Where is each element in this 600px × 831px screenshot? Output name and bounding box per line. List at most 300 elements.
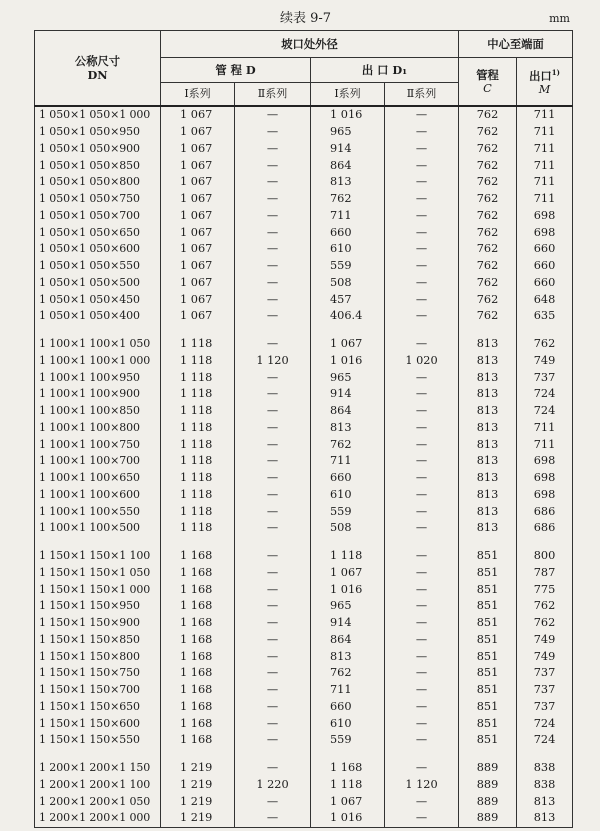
outlet-d1-series-2-cell: 1 120 — [385, 777, 459, 794]
center-to-end-outlet-m-cell: 724 — [517, 732, 573, 749]
table-row — [35, 699, 573, 716]
outlet-d1-series-2-cell: — — [385, 503, 459, 520]
pipe-d-series-2-cell: — — [235, 565, 311, 582]
outlet-d1-series-2-cell: — — [385, 760, 459, 777]
center-to-end-pipe-c-cell: 762 — [459, 224, 517, 241]
size-cell: 1 150×1 150×550 — [35, 732, 161, 749]
center-to-end-outlet-m-cell: 711 — [517, 174, 573, 191]
size-cell: 1 050×1 050×850 — [35, 157, 161, 174]
center-to-end-pipe-c-cell: 762 — [459, 241, 517, 258]
outlet-d1-series-1-cell: 660 — [311, 470, 385, 487]
center-to-end-pipe-c-cell: 851 — [459, 732, 517, 749]
size-cell: 1 050×1 050×900 — [35, 141, 161, 158]
center-to-end-outlet-m-cell: 762 — [517, 615, 573, 632]
outlet-d1-series-2-cell: — — [385, 174, 459, 191]
center-to-end-pipe-c-cell: 889 — [459, 777, 517, 794]
center-to-end-pipe-c-cell: 813 — [459, 369, 517, 386]
outlet-d1-series-2-cell: — — [385, 106, 459, 124]
outlet-d1-series-1-cell: 914 — [311, 386, 385, 403]
outlet-d1-series-2-cell: — — [385, 369, 459, 386]
group-spacer — [35, 537, 573, 548]
pipe-d-series-2-cell: — — [235, 403, 311, 420]
outlet-d1-series-2-cell: — — [385, 732, 459, 749]
center-to-end-pipe-c-cell: 762 — [459, 157, 517, 174]
header-m-label: M — [538, 82, 551, 96]
center-to-end-outlet-m-cell: 749 — [517, 632, 573, 649]
pipe-d-series-1-cell: 1 118 — [161, 420, 235, 437]
size-cell: 1 200×1 200×1 100 — [35, 777, 161, 794]
pipe-d-series-1-cell: 1 168 — [161, 732, 235, 749]
outlet-d1-series-1-cell: 1 016 — [311, 353, 385, 370]
size-cell: 1 150×1 150×1 000 — [35, 581, 161, 598]
center-to-end-pipe-c-cell: 813 — [459, 436, 517, 453]
center-to-end-pipe-c-cell: 813 — [459, 503, 517, 520]
table-row — [35, 308, 573, 325]
outlet-d1-series-1-cell: 1 118 — [311, 548, 385, 565]
outlet-d1-series-2-cell: — — [385, 682, 459, 699]
spacer-cell — [385, 749, 459, 760]
pipe-d-series-1-cell: 1 067 — [161, 106, 235, 124]
pipe-d-series-2-cell: — — [235, 699, 311, 716]
pipe-d-series-2-cell: — — [235, 598, 311, 615]
pipe-d-series-2-cell: — — [235, 715, 311, 732]
pipe-d-series-1-cell: 1 118 — [161, 336, 235, 353]
table-row — [35, 124, 573, 141]
pipe-d-series-2-cell: — — [235, 106, 311, 124]
outlet-d1-series-2-cell: — — [385, 275, 459, 292]
pipe-d-series-2-cell: — — [235, 615, 311, 632]
center-to-end-outlet-m-cell: 711 — [517, 420, 573, 437]
outlet-d1-series-1-cell: 559 — [311, 503, 385, 520]
pipe-d-series-1-cell: 1 168 — [161, 682, 235, 699]
size-cell: 1 150×1 150×700 — [35, 682, 161, 699]
table-row — [35, 436, 573, 453]
spacer-cell — [161, 325, 235, 336]
outlet-d1-series-1-cell: 508 — [311, 520, 385, 537]
pipe-d-series-2-cell: — — [235, 124, 311, 141]
pipe-d-series-1-cell: 1 118 — [161, 503, 235, 520]
outlet-d1-series-2-cell: — — [385, 258, 459, 275]
outlet-d1-series-2-cell: 1 020 — [385, 353, 459, 370]
size-cell: 1 050×1 050×500 — [35, 275, 161, 292]
pipe-d-series-2-cell: — — [235, 386, 311, 403]
spacer-cell — [311, 749, 385, 760]
table-row — [35, 275, 573, 292]
table-row — [35, 291, 573, 308]
header-nominal-size — [35, 31, 161, 107]
spacer-cell — [235, 325, 311, 336]
center-to-end-pipe-c-cell: 889 — [459, 760, 517, 777]
outlet-d1-series-1-cell: 864 — [311, 632, 385, 649]
outlet-d1-series-1-cell: 1 016 — [311, 106, 385, 124]
center-to-end-outlet-m-cell: 724 — [517, 715, 573, 732]
pipe-d-series-2-cell: — — [235, 732, 311, 749]
outlet-d1-series-2-cell: — — [385, 715, 459, 732]
table-row — [35, 565, 573, 582]
size-cell: 1 100×1 100×950 — [35, 369, 161, 386]
pipe-d-series-2-cell: — — [235, 470, 311, 487]
outlet-d1-series-1-cell: 1 067 — [311, 565, 385, 582]
outlet-d1-series-1-cell: 965 — [311, 598, 385, 615]
size-cell: 1 050×1 050×600 — [35, 241, 161, 258]
pipe-d-series-1-cell: 1 118 — [161, 386, 235, 403]
pipe-d-series-2-cell: 1 220 — [235, 777, 311, 794]
size-cell: 1 150×1 150×650 — [35, 699, 161, 716]
pipe-d-series-2-cell: — — [235, 760, 311, 777]
center-to-end-pipe-c-cell: 762 — [459, 308, 517, 325]
outlet-d1-series-1-cell: 864 — [311, 403, 385, 420]
header-outlet-series-2: Ⅱ系列 — [385, 83, 459, 107]
size-cell: 1 050×1 050×650 — [35, 224, 161, 241]
header-nominal-size-label: 公称尺寸 — [74, 54, 121, 68]
outlet-d1-series-1-cell: 965 — [311, 124, 385, 141]
center-to-end-pipe-c-cell: 851 — [459, 565, 517, 582]
pipe-d-series-2-cell: — — [235, 581, 311, 598]
outlet-d1-series-1-cell: 762 — [311, 436, 385, 453]
size-cell: 1 200×1 200×1 000 — [35, 810, 161, 827]
pipe-d-series-2-cell: — — [235, 369, 311, 386]
table-row — [35, 760, 573, 777]
pipe-d-series-2-cell: — — [235, 308, 311, 325]
outlet-d1-series-1-cell: 914 — [311, 615, 385, 632]
spacer-cell — [35, 749, 161, 760]
outlet-d1-series-1-cell: 762 — [311, 191, 385, 208]
size-cell: 1 050×1 050×1 000 — [35, 106, 161, 124]
outlet-d1-series-2-cell: — — [385, 241, 459, 258]
outlet-d1-series-2-cell: — — [385, 598, 459, 615]
center-to-end-outlet-m-cell: 813 — [517, 793, 573, 810]
table-row — [35, 648, 573, 665]
spacer-cell — [235, 749, 311, 760]
unit-label: mm — [549, 12, 570, 25]
center-to-end-pipe-c-cell: 762 — [459, 291, 517, 308]
outlet-d1-series-1-cell: 660 — [311, 699, 385, 716]
outlet-d1-series-1-cell: 1 016 — [311, 810, 385, 827]
pipe-d-series-1-cell: 1 219 — [161, 777, 235, 794]
center-to-end-pipe-c-cell: 813 — [459, 353, 517, 370]
size-cell: 1 050×1 050×550 — [35, 258, 161, 275]
center-to-end-pipe-c-cell: 851 — [459, 648, 517, 665]
table-row — [35, 208, 573, 225]
table-caption — [0, 4, 600, 28]
table-row — [35, 157, 573, 174]
pipe-d-series-2-cell: 1 120 — [235, 353, 311, 370]
outlet-d1-series-1-cell: 406.4 — [311, 308, 385, 325]
size-cell: 1 150×1 150×600 — [35, 715, 161, 732]
outlet-d1-series-1-cell: 914 — [311, 141, 385, 158]
center-to-end-pipe-c-cell: 762 — [459, 124, 517, 141]
center-to-end-pipe-c-cell: 762 — [459, 275, 517, 292]
pipe-d-series-2-cell: — — [235, 224, 311, 241]
outlet-d1-series-2-cell: — — [385, 420, 459, 437]
pipe-d-series-2-cell: — — [235, 632, 311, 649]
pipe-d-series-1-cell: 1 067 — [161, 224, 235, 241]
header-dn-label: DN — [87, 68, 108, 82]
outlet-d1-series-2-cell: — — [385, 793, 459, 810]
center-to-end-pipe-c-cell: 851 — [459, 699, 517, 716]
outlet-d1-series-2-cell: — — [385, 403, 459, 420]
table-row — [35, 682, 573, 699]
size-cell: 1 050×1 050×700 — [35, 208, 161, 225]
table-row — [35, 369, 573, 386]
pipe-d-series-2-cell: — — [235, 258, 311, 275]
center-to-end-outlet-m-cell: 660 — [517, 275, 573, 292]
size-cell: 1 050×1 050×800 — [35, 174, 161, 191]
pipe-d-series-1-cell: 1 168 — [161, 581, 235, 598]
outlet-d1-series-2-cell: — — [385, 308, 459, 325]
size-cell: 1 150×1 150×900 — [35, 615, 161, 632]
table-row — [35, 470, 573, 487]
size-cell: 1 100×1 100×500 — [35, 520, 161, 537]
center-to-end-outlet-m-cell: 787 — [517, 565, 573, 582]
center-to-end-pipe-c-cell: 813 — [459, 403, 517, 420]
outlet-d1-series-2-cell: — — [385, 648, 459, 665]
header-outlet-text: 出口 — [529, 68, 552, 83]
pipe-d-series-1-cell: 1 067 — [161, 157, 235, 174]
outlet-d1-series-1-cell: 457 — [311, 291, 385, 308]
outlet-d1-series-1-cell: 610 — [311, 487, 385, 504]
outlet-d1-series-1-cell: 1 016 — [311, 581, 385, 598]
center-to-end-outlet-m-cell: 737 — [517, 699, 573, 716]
center-to-end-outlet-m-cell: 698 — [517, 487, 573, 504]
size-cell: 1 200×1 200×1 050 — [35, 793, 161, 810]
group-spacer — [35, 325, 573, 336]
center-to-end-pipe-c-cell: 813 — [459, 336, 517, 353]
pipe-d-series-1-cell: 1 067 — [161, 174, 235, 191]
outlet-d1-series-2-cell: — — [385, 632, 459, 649]
pipe-d-series-1-cell: 1 168 — [161, 598, 235, 615]
pipe-d-series-2-cell: — — [235, 336, 311, 353]
header-pipe-label: 管程 — [476, 67, 499, 82]
center-to-end-pipe-c-cell: 851 — [459, 548, 517, 565]
table-row — [35, 715, 573, 732]
group-spacer — [35, 749, 573, 760]
size-cell: 1 100×1 100×900 — [35, 386, 161, 403]
outlet-d1-series-1-cell: 1 067 — [311, 793, 385, 810]
center-to-end-outlet-m-cell: 724 — [517, 386, 573, 403]
size-cell: 1 100×1 100×750 — [35, 436, 161, 453]
pipe-d-series-1-cell: 1 168 — [161, 548, 235, 565]
header-outlet-m — [517, 58, 573, 107]
outlet-d1-series-1-cell: 559 — [311, 258, 385, 275]
center-to-end-outlet-m-cell: 749 — [517, 353, 573, 370]
size-cell: 1 100×1 100×1 050 — [35, 336, 161, 353]
pipe-d-series-1-cell: 1 067 — [161, 141, 235, 158]
header-outlet-label — [517, 66, 572, 83]
center-to-end-outlet-m-cell: 686 — [517, 520, 573, 537]
center-to-end-outlet-m-cell: 737 — [517, 682, 573, 699]
footnote-mark: 1) — [551, 68, 560, 78]
pipe-d-series-1-cell: 1 118 — [161, 353, 235, 370]
table-row — [35, 487, 573, 504]
center-to-end-outlet-m-cell: 686 — [517, 503, 573, 520]
header-pipe-series-2: Ⅱ系列 — [235, 83, 311, 107]
outlet-d1-series-1-cell: 813 — [311, 420, 385, 437]
table-row — [35, 336, 573, 353]
table-row — [35, 777, 573, 794]
center-to-end-outlet-m-cell: 838 — [517, 760, 573, 777]
pipe-d-series-1-cell: 1 118 — [161, 436, 235, 453]
table-row — [35, 632, 573, 649]
pipe-d-series-1-cell: 1 168 — [161, 565, 235, 582]
table-row — [35, 598, 573, 615]
spacer-cell — [517, 749, 573, 760]
header-pipe-d: 管 程 D — [161, 58, 311, 83]
spacer-cell — [517, 325, 573, 336]
pipe-d-series-1-cell: 1 067 — [161, 291, 235, 308]
pipe-d-series-2-cell: — — [235, 241, 311, 258]
center-to-end-pipe-c-cell: 813 — [459, 386, 517, 403]
center-to-end-outlet-m-cell: 838 — [517, 777, 573, 794]
spacer-cell — [459, 325, 517, 336]
center-to-end-pipe-c-cell: 762 — [459, 106, 517, 124]
pipe-d-series-1-cell: 1 219 — [161, 793, 235, 810]
size-cell: 1 100×1 100×700 — [35, 453, 161, 470]
center-to-end-outlet-m-cell: 711 — [517, 191, 573, 208]
outlet-d1-series-1-cell: 711 — [311, 682, 385, 699]
outlet-d1-series-2-cell: — — [385, 436, 459, 453]
outlet-d1-series-1-cell: 660 — [311, 224, 385, 241]
table-row — [35, 258, 573, 275]
pipe-d-series-2-cell: — — [235, 682, 311, 699]
header-pipe-c — [459, 58, 517, 107]
pipe-d-series-2-cell: — — [235, 174, 311, 191]
pipe-d-series-1-cell: 1 168 — [161, 648, 235, 665]
pipe-d-series-2-cell: — — [235, 436, 311, 453]
pipe-d-series-1-cell: 1 118 — [161, 487, 235, 504]
header-center-to-end: 中心至端面 — [459, 31, 573, 58]
center-to-end-outlet-m-cell: 762 — [517, 598, 573, 615]
table-row — [35, 106, 573, 124]
pipe-d-series-1-cell: 1 168 — [161, 615, 235, 632]
size-cell: 1 050×1 050×450 — [35, 291, 161, 308]
size-cell: 1 150×1 150×1 050 — [35, 565, 161, 582]
pipe-d-series-2-cell: — — [235, 191, 311, 208]
outlet-d1-series-1-cell: 864 — [311, 157, 385, 174]
pipe-d-series-1-cell: 1 118 — [161, 470, 235, 487]
outlet-d1-series-2-cell: — — [385, 810, 459, 827]
center-to-end-pipe-c-cell: 762 — [459, 174, 517, 191]
pipe-d-series-1-cell: 1 067 — [161, 275, 235, 292]
outlet-d1-series-1-cell: 508 — [311, 275, 385, 292]
spacer-cell — [385, 325, 459, 336]
header-pipe-series-1: Ⅰ系列 — [161, 83, 235, 107]
center-to-end-pipe-c-cell: 851 — [459, 665, 517, 682]
outlet-d1-series-1-cell: 813 — [311, 174, 385, 191]
pipe-d-series-1-cell: 1 067 — [161, 308, 235, 325]
center-to-end-pipe-c-cell: 851 — [459, 715, 517, 732]
center-to-end-pipe-c-cell: 813 — [459, 420, 517, 437]
table-row — [35, 420, 573, 437]
pipe-d-series-1-cell: 1 067 — [161, 124, 235, 141]
outlet-d1-series-2-cell: — — [385, 665, 459, 682]
center-to-end-pipe-c-cell: 762 — [459, 141, 517, 158]
size-cell: 1 150×1 150×850 — [35, 632, 161, 649]
outlet-d1-series-1-cell: 1 168 — [311, 760, 385, 777]
center-to-end-outlet-m-cell: 775 — [517, 581, 573, 598]
center-to-end-pipe-c-cell: 762 — [459, 208, 517, 225]
center-to-end-pipe-c-cell: 762 — [459, 258, 517, 275]
center-to-end-outlet-m-cell: 737 — [517, 665, 573, 682]
outlet-d1-series-2-cell: — — [385, 386, 459, 403]
center-to-end-pipe-c-cell: 762 — [459, 191, 517, 208]
outlet-d1-series-1-cell: 610 — [311, 715, 385, 732]
pipe-d-series-2-cell: — — [235, 141, 311, 158]
center-to-end-pipe-c-cell: 851 — [459, 682, 517, 699]
center-to-end-pipe-c-cell: 889 — [459, 810, 517, 827]
pipe-d-series-1-cell: 1 067 — [161, 241, 235, 258]
outlet-d1-series-2-cell: — — [385, 336, 459, 353]
pipe-d-series-1-cell: 1 067 — [161, 258, 235, 275]
outlet-d1-series-1-cell: 813 — [311, 648, 385, 665]
spacer-cell — [459, 537, 517, 548]
outlet-d1-series-2-cell: — — [385, 124, 459, 141]
size-cell: 1 150×1 150×750 — [35, 665, 161, 682]
pipe-d-series-1-cell: 1 118 — [161, 453, 235, 470]
outlet-d1-series-1-cell: 559 — [311, 732, 385, 749]
size-cell: 1 150×1 150×800 — [35, 648, 161, 665]
size-cell: 1 050×1 050×950 — [35, 124, 161, 141]
pipe-d-series-2-cell: — — [235, 208, 311, 225]
size-cell: 1 150×1 150×950 — [35, 598, 161, 615]
size-cell: 1 100×1 100×600 — [35, 487, 161, 504]
center-to-end-outlet-m-cell: 635 — [517, 308, 573, 325]
center-to-end-pipe-c-cell: 851 — [459, 581, 517, 598]
table-row — [35, 174, 573, 191]
center-to-end-pipe-c-cell: 813 — [459, 487, 517, 504]
outlet-d1-series-2-cell: — — [385, 291, 459, 308]
outlet-d1-series-1-cell: 1 118 — [311, 777, 385, 794]
spacer-cell — [35, 325, 161, 336]
pipe-d-series-2-cell: — — [235, 665, 311, 682]
header-bevel-od: 坡口处外径 — [161, 31, 459, 58]
pipe-d-series-1-cell: 1 118 — [161, 520, 235, 537]
spacer-cell — [459, 749, 517, 760]
pipe-d-series-2-cell: — — [235, 420, 311, 437]
center-to-end-pipe-c-cell: 813 — [459, 470, 517, 487]
table-row — [35, 353, 573, 370]
size-cell: 1 100×1 100×550 — [35, 503, 161, 520]
center-to-end-outlet-m-cell: 711 — [517, 106, 573, 124]
spacer-cell — [161, 537, 235, 548]
pipe-d-series-2-cell: — — [235, 648, 311, 665]
outlet-d1-series-2-cell: — — [385, 581, 459, 598]
table-row — [35, 191, 573, 208]
table-row — [35, 548, 573, 565]
outlet-d1-series-2-cell: — — [385, 157, 459, 174]
table-row — [35, 241, 573, 258]
spacer-cell — [517, 537, 573, 548]
center-to-end-outlet-m-cell: 724 — [517, 403, 573, 420]
pipe-d-series-1-cell: 1 168 — [161, 665, 235, 682]
spacer-cell — [35, 537, 161, 548]
pipe-d-series-2-cell: — — [235, 487, 311, 504]
center-to-end-outlet-m-cell: 698 — [517, 470, 573, 487]
outlet-d1-series-1-cell: 711 — [311, 453, 385, 470]
outlet-d1-series-1-cell: 610 — [311, 241, 385, 258]
size-cell: 1 100×1 100×850 — [35, 403, 161, 420]
size-cell: 1 100×1 100×1 000 — [35, 353, 161, 370]
header-c-label: C — [483, 81, 492, 95]
center-to-end-outlet-m-cell: 762 — [517, 336, 573, 353]
outlet-d1-series-1-cell: 1 067 — [311, 336, 385, 353]
header-outlet-d1: 出 口 D₁ — [311, 58, 459, 83]
outlet-d1-series-2-cell: — — [385, 453, 459, 470]
outlet-d1-series-2-cell: — — [385, 548, 459, 565]
center-to-end-outlet-m-cell: 648 — [517, 291, 573, 308]
pipe-d-series-2-cell: — — [235, 503, 311, 520]
table-row — [35, 732, 573, 749]
